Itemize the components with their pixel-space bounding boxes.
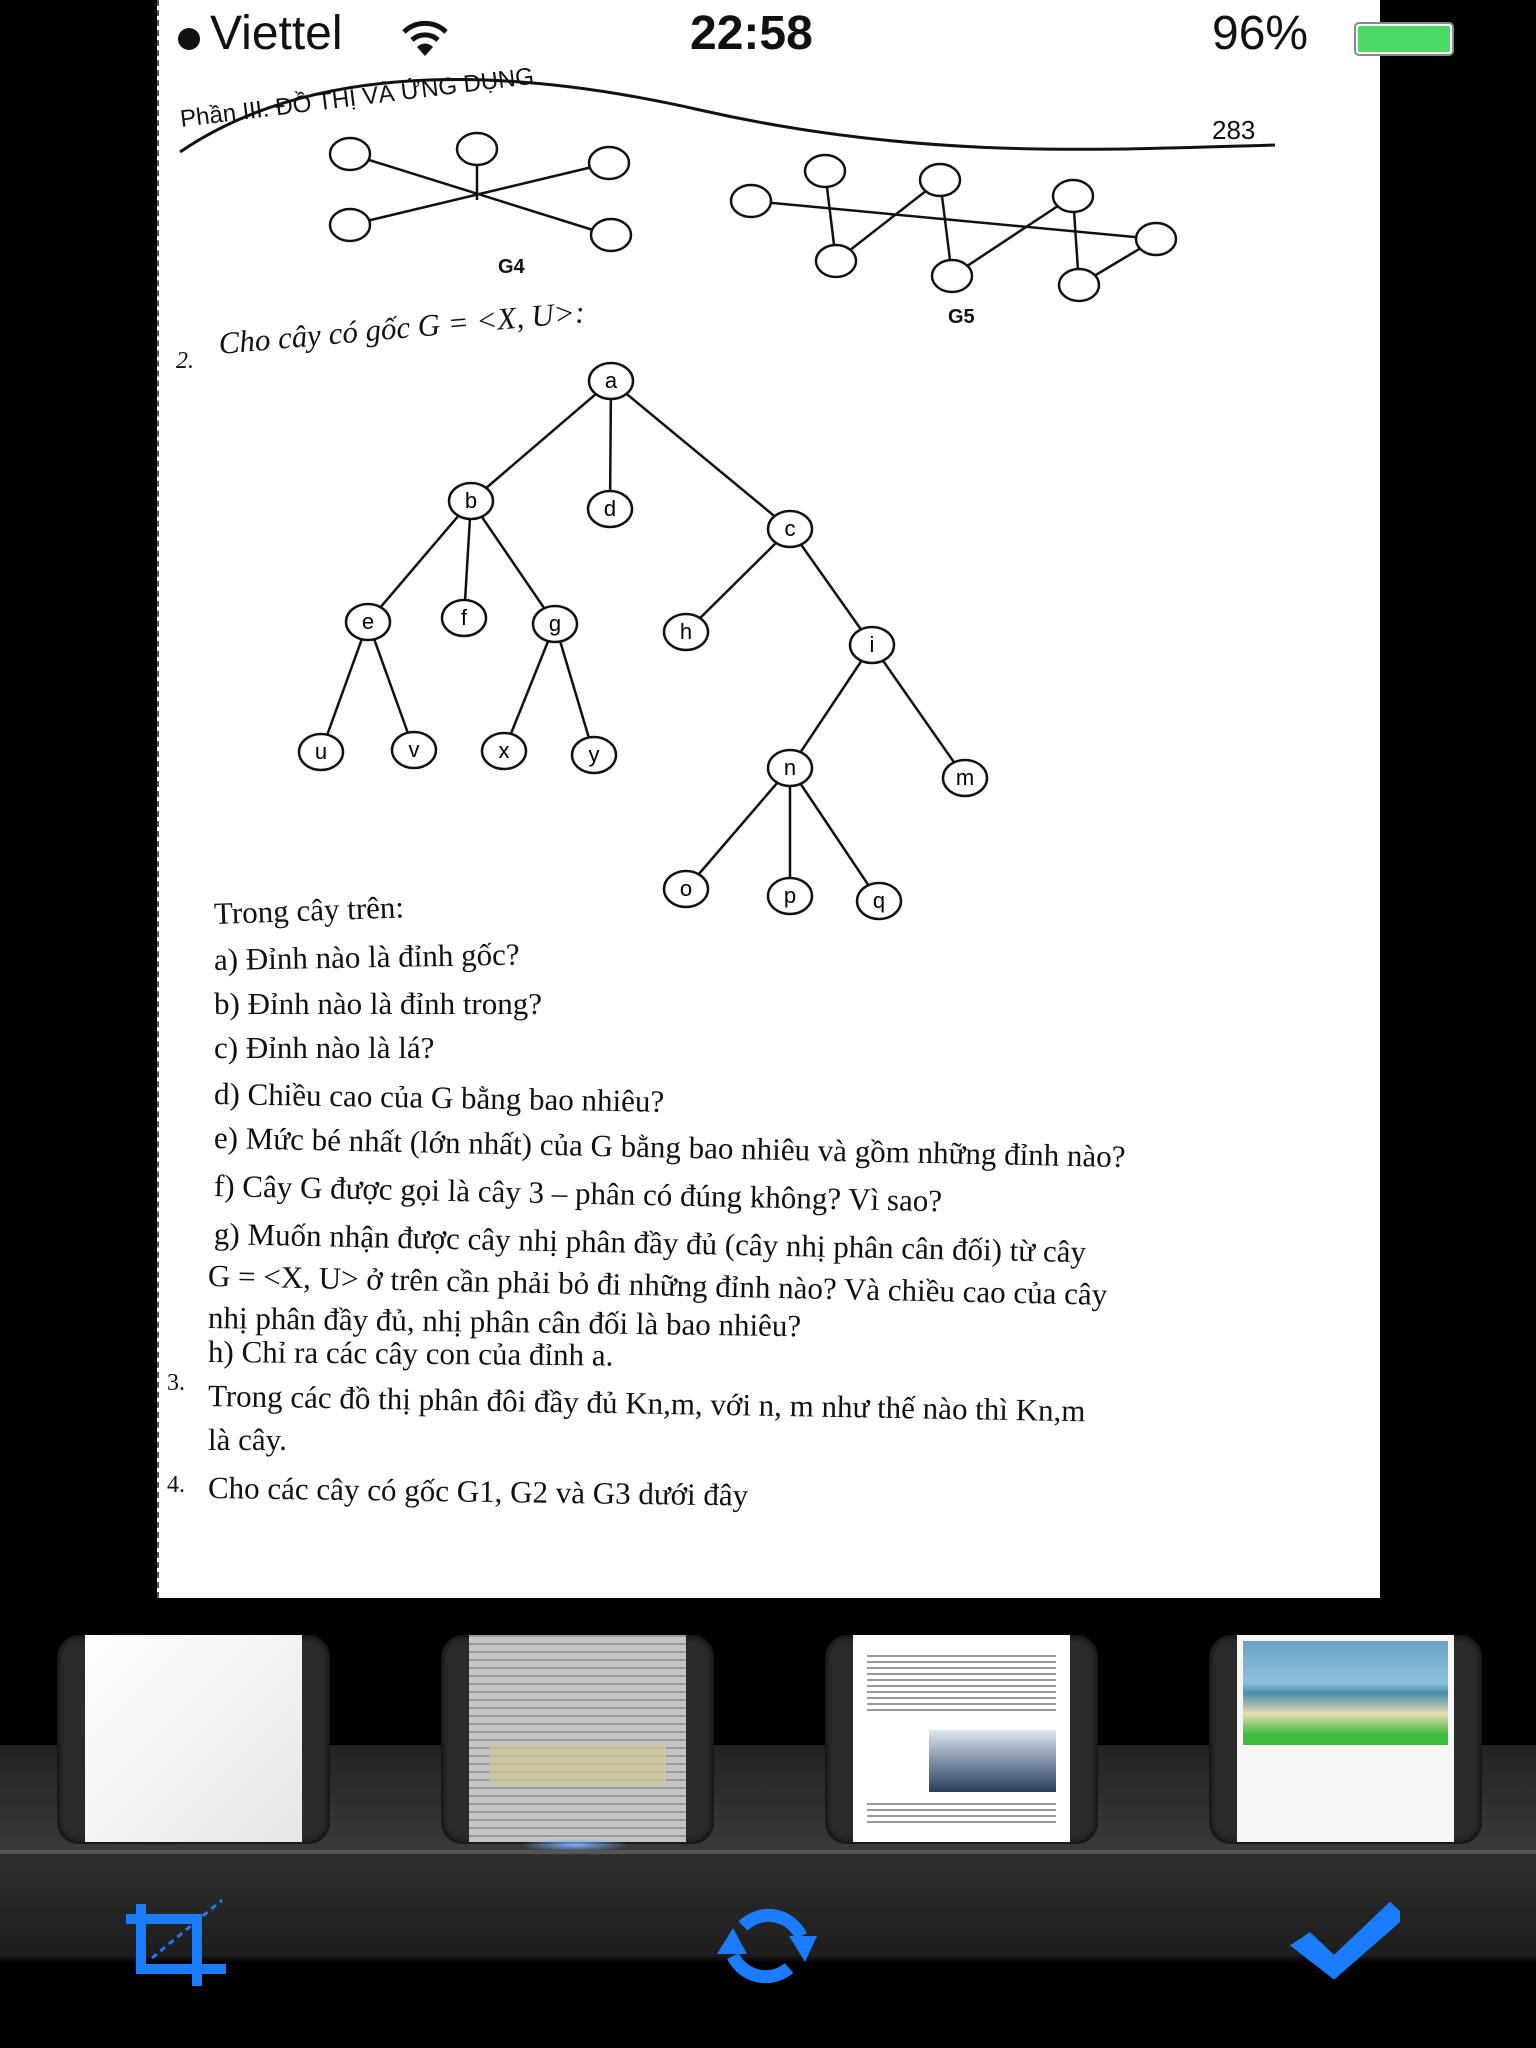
tree-edge-c-h — [686, 529, 790, 632]
tree-edge-e-u — [321, 622, 368, 752]
crop-icon[interactable] — [122, 1896, 232, 1996]
problem4-text: Cho các cây có gốc G1, G2 và G3 dưới đây — [207, 1470, 749, 1513]
tree-edge-i-m — [872, 645, 965, 778]
tree-edge-a-b — [471, 381, 611, 501]
question-line: Trong cây trên: — [213, 889, 405, 931]
battery-icon — [1354, 22, 1454, 56]
clock: 22:58 — [690, 7, 813, 60]
g5-label: G5 — [948, 306, 975, 328]
filter-thumb-blank[interactable] — [57, 1635, 330, 1844]
tree-edge-c-i — [790, 529, 872, 645]
filter-thumb-grayscale[interactable] — [441, 1635, 714, 1844]
tree-node-label: h — [679, 619, 693, 644]
question-line: h) Chỉ ra các cây con của đỉnh a. — [207, 1334, 614, 1373]
tree-node-label: m — [955, 765, 975, 790]
signal-dot — [178, 28, 200, 50]
tree-node-n — [768, 750, 812, 786]
tree-node-y — [572, 737, 616, 773]
tree-node-h — [664, 614, 708, 650]
tree-node-label: d — [603, 496, 617, 521]
tree-node-label: a — [604, 368, 618, 393]
filter-thumb-photo[interactable] — [1209, 1635, 1482, 1844]
question-line: a) Đỉnh nào là đỉnh gốc? — [213, 936, 520, 977]
question-line: b) Đỉnh nào là đỉnh trong? — [214, 986, 543, 1021]
graph-g5 — [731, 155, 1176, 301]
question-line: g) Muốn nhận được cây nhị phân đầy đủ (cây nhị phân cân đối) từ cây — [213, 1216, 1087, 1270]
question-line: e) Mức bé nhất (lớn nhất) của G bằng bao nhiêu và gồm những đỉnh nào? — [213, 1120, 1126, 1175]
problem2-number: 2. — [176, 348, 194, 374]
question-line: c) Đỉnh nào là lá? — [214, 1030, 435, 1065]
battery-percent: 96% — [1212, 7, 1309, 60]
tree-node-p — [768, 878, 812, 914]
tree-edge-e-v — [368, 622, 414, 750]
tree-edge-g-y — [555, 624, 594, 755]
rotate-icon[interactable] — [713, 1896, 823, 1996]
question-line: d) Chiều cao của G bằng bao nhiêu? — [213, 1076, 665, 1119]
checkmark-icon[interactable] — [1290, 1896, 1400, 1996]
tree-edge-b-g — [471, 501, 555, 624]
tree-node-label: o — [679, 876, 693, 901]
tree-node-label: g — [548, 611, 562, 636]
tree-node-a — [589, 363, 633, 399]
wifi-icon — [400, 18, 450, 58]
g4-label: G4 — [498, 256, 525, 278]
tree-node-x — [482, 733, 526, 769]
tree-node-c — [768, 511, 812, 547]
tree-node-m — [943, 760, 987, 796]
problem2-intro: Cho cây có gốc G = <X, U>: — [217, 294, 587, 361]
tree-node-label: x — [498, 738, 510, 763]
tree-node-label: f — [460, 605, 468, 630]
tree-node-label: p — [783, 883, 797, 908]
problem4-number: 4. — [167, 1472, 185, 1498]
tree-node-label: u — [314, 739, 328, 764]
tree-node-label: q — [872, 888, 886, 913]
tree-node-e — [346, 604, 390, 640]
tree-node-label: e — [361, 609, 375, 634]
tree-node-f — [442, 600, 486, 636]
tree-edge-n-o — [686, 768, 790, 889]
page-number: 283 — [1212, 115, 1256, 145]
graph-g4 — [330, 133, 631, 251]
tree-node-u — [299, 734, 343, 770]
tree-nodes — [299, 363, 987, 919]
tree-node-i — [850, 627, 894, 663]
question-line: G = <X, U> ở trên cần phải bỏ đi những đỉnh nào? Và chiều cao của cây — [207, 1258, 1108, 1312]
tree-node-label: y — [588, 742, 600, 767]
filter-thumb-text-image[interactable] — [825, 1635, 1098, 1844]
tree-node-label: v — [408, 737, 420, 762]
problem3-text: Trong các đồ thị phân đôi đầy đủ Kn,m, với n, m như thế nào thì Kn,m — [207, 1378, 1086, 1429]
tree-node-v — [392, 732, 436, 768]
question-line: nhị phân đầy đủ, nhị phân cân đối là bao nhiêu? — [207, 1300, 802, 1344]
tree-node-b — [449, 483, 493, 519]
tree-node-label: i — [869, 632, 875, 657]
question-line: f) Cây G được gọi là cây 3 – phân có đúng không? Vì sao? — [213, 1168, 943, 1219]
carrier-name: Viettel — [210, 7, 343, 60]
tree-node-q — [857, 883, 901, 919]
tree-node-label: n — [783, 755, 797, 780]
problem3-number: 3. — [167, 1370, 185, 1396]
tree-node-label: b — [464, 488, 478, 513]
tree-node-d — [588, 491, 632, 527]
tree-node-label: c — [784, 516, 796, 541]
chapter-header: Phần III. ĐỒ THỊ VÀ ỨNG DỤNG — [178, 62, 536, 134]
tree-edge-i-n — [790, 645, 872, 768]
tree-edge-g-x — [504, 624, 555, 751]
tree-edge-a-c — [611, 381, 790, 529]
tree-node-g — [533, 606, 577, 642]
problem3-continuation: là cây. — [208, 1422, 287, 1457]
tree-node-o — [664, 871, 708, 907]
